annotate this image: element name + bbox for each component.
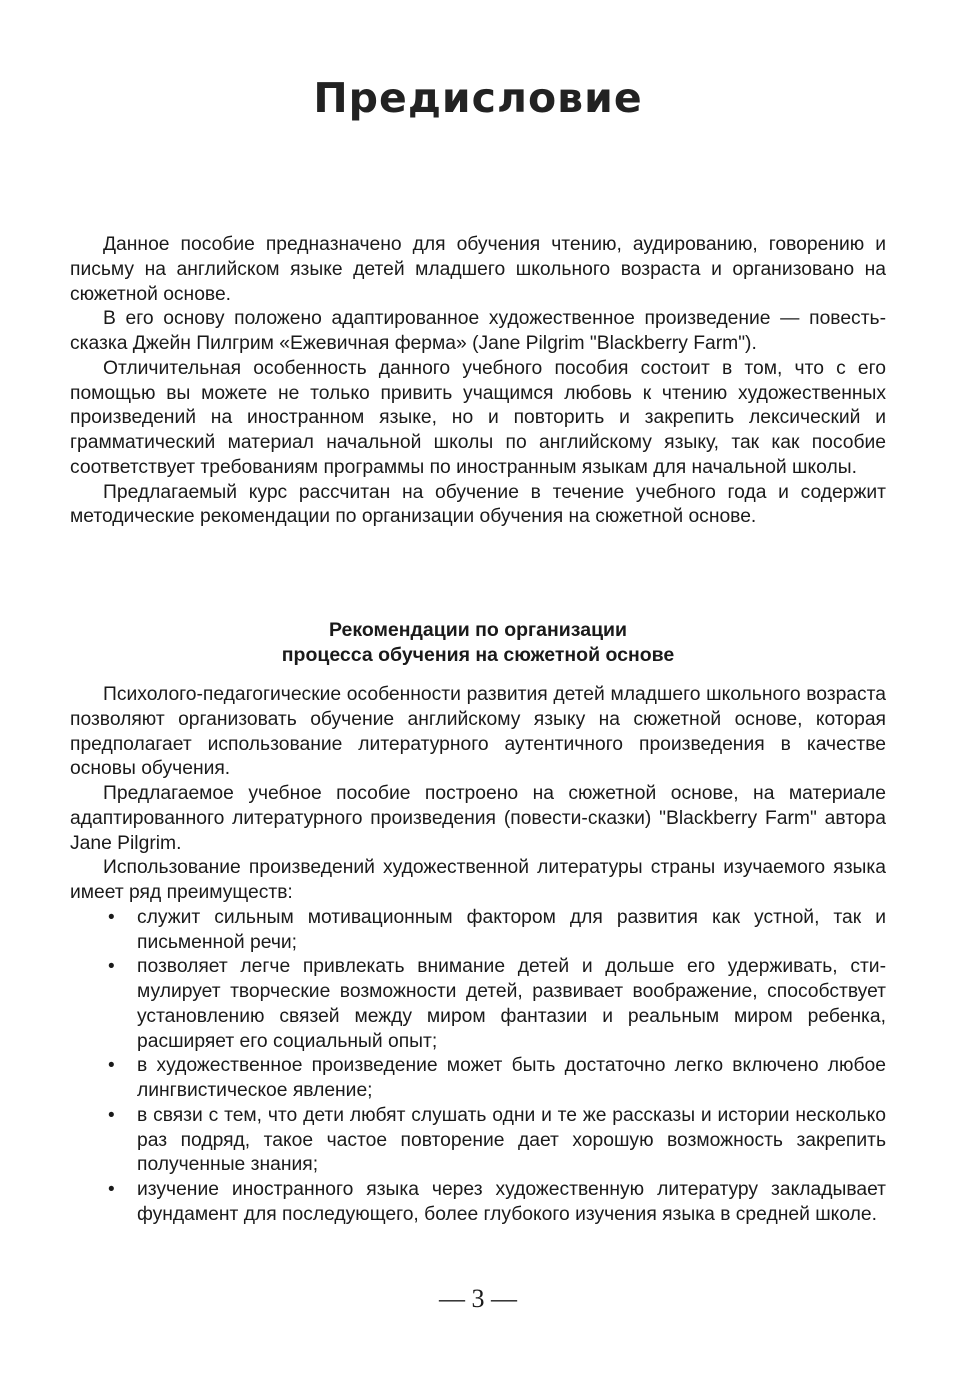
list-item xyxy=(70,1178,886,1228)
bullet-marker: • xyxy=(108,1179,115,1200)
intro-section xyxy=(70,233,886,530)
list-item-text: позволяет легче привлекать внимание детей и дольше его удерживать, стимулирует творческие возможности детей, развивает воображение, способствует установлению связей между миром фантазии и реальным миром ребенка, расширяет его социальный опыт; xyxy=(137,956,886,1052)
list-item-text: изучение иностранного языка через художественную литературу закладывает фундамент для последующего, более глубокого изучения языка в средней школе. xyxy=(137,1179,886,1225)
intro-paragraph-2: В его основу положено адаптированное художественное произведение — повесть-сказка Джейн Пилгрим «Ежевичная ферма» (Jane Pilgrim "Blackberry Farm"). xyxy=(70,308,886,354)
list-item-text: в художественное произведение может быть достаточно легко включено любое лингвистическое явление; xyxy=(137,1055,886,1101)
bullet-marker: • xyxy=(108,1104,115,1126)
page-title: Предисловие xyxy=(313,74,643,122)
list-item xyxy=(70,906,886,956)
section-paragraph-3: Использование произведений художественной литературы страны изучаемого языка имеет ряд преимуществ: xyxy=(70,857,886,903)
intro-paragraph-4: Предлагаемый курс рассчитан на обучение в течение учебного года и содержит методические рекомендации по организации обучения на сюжетной основе. xyxy=(70,481,886,528)
recommendations-section xyxy=(70,618,886,1228)
bullet-marker: • xyxy=(108,1055,115,1077)
intro-paragraph-3: Отличительная особенность данного учебного пособия состоит в том, что с его помощью вы можете не только привить учащимся любовь к чтению художественных произведений на иностранном языке, но и повторить и закрепить лексический и грамматический материал начальной школы по английскому языку, так как пособие соответствует требованиям программы по иностранным языкам для начальной школы. xyxy=(70,357,886,478)
page-number: — 3 — xyxy=(439,1284,517,1313)
section-heading-line-1: Рекомендации по организации xyxy=(328,619,628,641)
advantages-list xyxy=(70,906,886,1228)
bullet-marker: • xyxy=(108,906,115,928)
list-item xyxy=(70,955,886,1054)
section-heading xyxy=(70,618,886,668)
list-item-text: в связи с тем, что дети любят слушать одни и те же рассказы и истории несколько раз подряд, такое частое повторение дает хорошую возможность закрепить полученные знания; xyxy=(137,1104,886,1176)
intro-paragraph-1: Данное пособие предназначено для обучения чтению, аудированию, говорению и письму на английском языке детей младшего школьного возраста и организовано на сюжетной основе. xyxy=(70,234,886,305)
section-paragraph-1: Психолого-педагогические особенности развития детей младшего школьного возраста позволяют организовать обучение английскому языку на сюжетной основе, которая предполагает использование литературного аутентичного произведения в качестве основы обучения. xyxy=(70,684,886,780)
section-heading-line-2: процесса обучения на сюжетной основе xyxy=(281,644,675,666)
list-item-text: служит сильным мотивационным фактором для развития как устной, так и письменной речи; xyxy=(137,906,886,953)
section-paragraph-2: Предлагаемое учебное пособие построено на сюжетной основе, на материале адаптированного литературного произведения (повести-сказки) "Blackberry Farm" автора Jane Pilgrim. xyxy=(70,783,886,854)
bullet-marker: • xyxy=(108,956,115,978)
list-item xyxy=(70,1104,886,1178)
document-page xyxy=(70,0,886,1376)
list-item xyxy=(70,1054,886,1104)
